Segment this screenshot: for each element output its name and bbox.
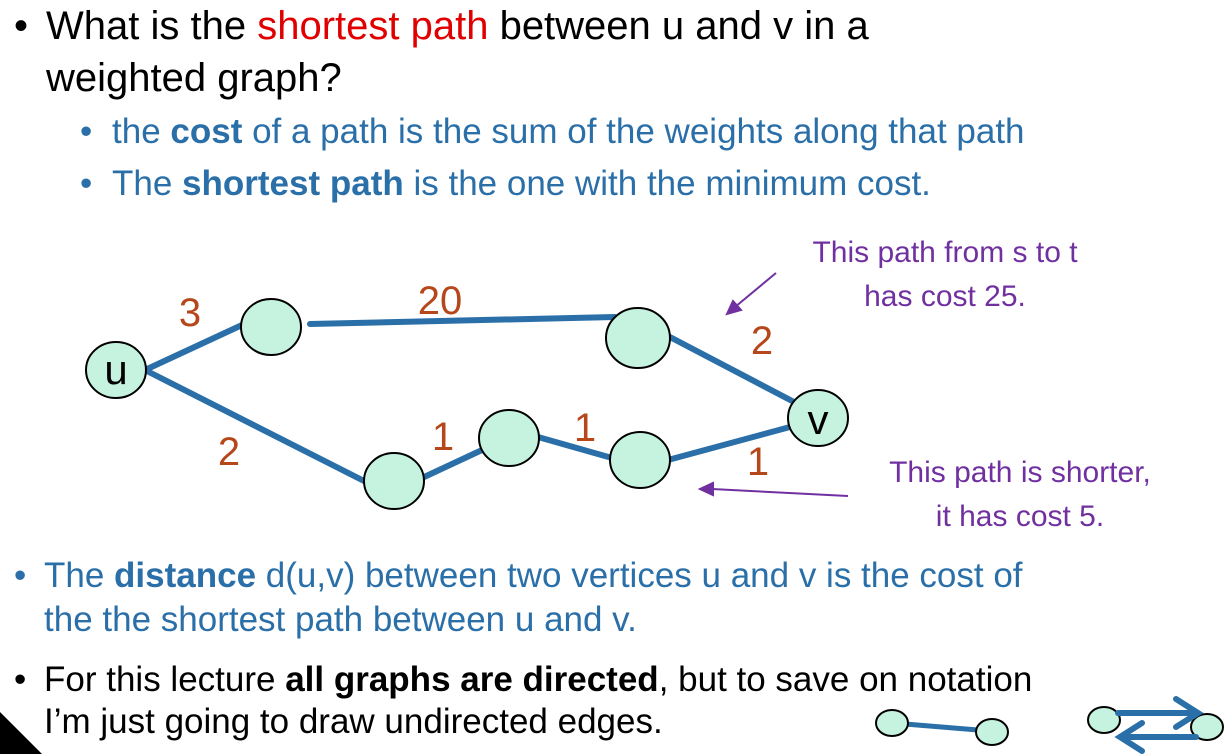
- bullet-directed-line2: I’m just going to draw undirected edges.: [44, 702, 663, 741]
- bullet-dot-icon: •: [14, 556, 27, 595]
- annotation-top-arrow: [735, 273, 776, 307]
- edge-top: [310, 317, 615, 324]
- node-u-label: u: [104, 346, 128, 393]
- bullet-dot-icon: •: [80, 112, 93, 151]
- weight-u-top: 3: [178, 291, 202, 335]
- edge-top-v: [668, 336, 796, 403]
- annotation-bottom-arrow: [712, 489, 848, 496]
- weight-u-bottom: 2: [217, 430, 241, 474]
- annotation-top-line1: This path from s to t: [812, 236, 1078, 269]
- node-bottom-2: [479, 410, 539, 466]
- corner-decoration: [0, 712, 42, 754]
- annotation-bottom-line2: it has cost 5.: [935, 500, 1105, 533]
- node-bottom-3: [610, 432, 670, 488]
- bullet-distance-line2: the the shortest path between u and v.: [44, 600, 637, 639]
- weight-top-v: 2: [750, 319, 774, 363]
- weight-b2-b3: 1: [573, 406, 597, 450]
- undirected-edge-illustration: [876, 710, 1008, 745]
- weight-b3-v: 1: [746, 440, 770, 484]
- annotation-bottom-line1: This path is shorter,: [889, 456, 1151, 489]
- node-bottom-1: [364, 453, 424, 509]
- annotation-top-line2: has cost 25.: [864, 280, 1026, 313]
- arrow-head-icon: [700, 483, 713, 495]
- node-top-right: [606, 308, 670, 368]
- directed-edges-illustration: [1088, 699, 1223, 751]
- bullet-dot-icon: •: [14, 4, 29, 48]
- weight-top: 20: [417, 279, 463, 323]
- bullet-dot-icon: •: [80, 164, 93, 203]
- weight-b1-b2: 1: [431, 415, 455, 459]
- node-v-label: v: [807, 396, 829, 443]
- bullet-directed-line1: For this lecture all graphs are directed, but to save on notation: [44, 660, 1033, 699]
- edge-b3-v: [668, 427, 790, 460]
- edge-u-bottom: [145, 370, 366, 482]
- bullet-dot-icon: •: [14, 660, 27, 699]
- bullet-distance-line1: The distance d(u,v) between two vertices u and v is the cost of: [44, 556, 1023, 595]
- node-top-left: [241, 299, 301, 355]
- bullet-question-line2: weighted graph?: [46, 56, 342, 100]
- shortest-path-highlight: shortest path: [257, 4, 489, 48]
- sub-bullet-shortest-path: The shortest path is the one with the minimum cost.: [112, 164, 931, 203]
- bullet-question-line1: What is the shortest path between u and v in a: [46, 4, 869, 48]
- sub-bullet-cost: the cost of a path is the sum of the weights along that path: [112, 112, 1025, 151]
